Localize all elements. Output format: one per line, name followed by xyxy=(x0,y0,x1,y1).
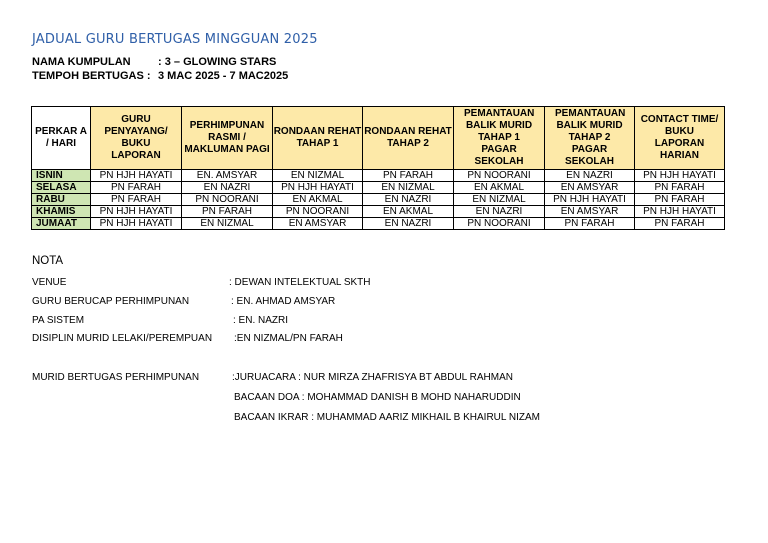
document-title: JADUAL GURU BERTUGAS MINGGUAN 2025 xyxy=(32,32,318,47)
table-cell: EN NAZRI xyxy=(363,194,454,206)
group-line xyxy=(32,56,276,68)
day-cell: RABU xyxy=(32,194,91,206)
table-cell: PN NOORANI xyxy=(182,194,273,206)
table-row xyxy=(32,194,725,206)
header-row xyxy=(32,107,725,170)
duty-roster-table xyxy=(31,106,725,230)
table-cell: PN FARAH xyxy=(363,170,454,182)
table-cell: PN FARAH xyxy=(182,206,273,218)
table-cell: PN HJH HAYATI xyxy=(635,170,725,182)
note-value: BACAAN IKRAR : MUHAMMAD AARIZ MIKHAIL B KHAIRUL NIZAM xyxy=(234,412,540,423)
day-cell: SELASA xyxy=(32,182,91,194)
note-label: VENUE xyxy=(32,277,67,288)
table-cell: PN FARAH xyxy=(91,182,182,194)
table-cell: EN NIZMAL xyxy=(363,182,454,194)
header-cell: CONTACT TIME/ BUKU LAPORAN HARIAN xyxy=(635,107,725,170)
table-cell: PN HJH HAYATI xyxy=(91,170,182,182)
period-value: 3 MAC 2025 - 7 MAC2025 xyxy=(158,70,289,82)
period-label: TEMPOH BERTUGAS : xyxy=(32,70,151,82)
group-value: : 3 – GLOWING STARS xyxy=(158,56,277,68)
table-cell: PN HJH HAYATI xyxy=(91,218,182,230)
header-cell: RONDAAN REHAT TAHAP 2 xyxy=(363,107,454,170)
table-cell: EN. AMSYAR xyxy=(182,170,273,182)
table-cell: EN NIZMAL xyxy=(182,218,273,230)
table-cell: PN NOORANI xyxy=(454,170,545,182)
table-cell: EN NAZRI xyxy=(363,218,454,230)
table-row xyxy=(32,206,725,218)
table-cell: PN NOORANI xyxy=(273,206,363,218)
nota-heading: NOTA xyxy=(32,255,64,267)
table-cell: PN HJH HAYATI xyxy=(545,194,635,206)
table-cell: PN FARAH xyxy=(635,218,725,230)
table-cell: PN HJH HAYATI xyxy=(635,206,725,218)
group-label: NAMA KUMPULAN xyxy=(32,56,131,68)
header-cell: GURU PENYAYANG/ BUKU LAPORAN xyxy=(91,107,182,170)
table-cell: PN FARAH xyxy=(635,194,725,206)
day-cell: KHAMIS xyxy=(32,206,91,218)
note-value: : EN. NAZRI xyxy=(233,315,289,326)
note-label: GURU BERUCAP PERHIMPUNAN xyxy=(32,296,190,307)
header-cell: PERKAR A / HARI xyxy=(32,107,91,170)
note-value: :JURUACARA : NUR MIRZA ZHAFRISYA BT ABDUL RAHMAN xyxy=(232,372,513,383)
table-row xyxy=(32,218,725,230)
note-value: :EN NIZMAL/PN FARAH xyxy=(234,333,343,344)
period-line xyxy=(32,70,288,82)
table-cell: EN AKMAL xyxy=(273,194,363,206)
table-cell: EN NAZRI xyxy=(454,206,545,218)
table-cell: EN NIZMAL xyxy=(273,170,363,182)
table-cell: PN FARAH xyxy=(91,194,182,206)
table-cell: PN NOORANI xyxy=(454,218,545,230)
table-cell: EN NAZRI xyxy=(182,182,273,194)
table-row xyxy=(32,170,725,182)
table-cell: PN HJH HAYATI xyxy=(91,206,182,218)
day-cell: JUMAAT xyxy=(32,218,91,230)
table-cell: PN FARAH xyxy=(545,218,635,230)
header-cell: PERHIMPUNAN RASMI / MAKLUMAN PAGI xyxy=(182,107,273,170)
note-value: : DEWAN INTELEKTUAL SKTH xyxy=(229,277,371,288)
header-cell: RONDAAN REHAT TAHAP 1 xyxy=(273,107,363,170)
table-cell: EN NAZRI xyxy=(545,170,635,182)
note-label: DISIPLIN MURID LELAKI/PEREMPUAN xyxy=(32,333,213,344)
header-cell: PEMANTAUAN BALIK MURID TAHAP 1 PAGAR SEKOLAH xyxy=(454,107,545,170)
note-value: BACAAN DOA : MOHAMMAD DANISH B MOHD NAHARUDDIN xyxy=(234,392,521,403)
day-cell: ISNIN xyxy=(32,170,91,182)
note-label: PA SISTEM xyxy=(32,315,85,326)
table-row xyxy=(32,182,725,194)
table-cell: EN AMSYAR xyxy=(545,206,635,218)
table-cell: EN AKMAL xyxy=(454,182,545,194)
table-cell: EN AKMAL xyxy=(363,206,454,218)
table-cell: EN AMSYAR xyxy=(545,182,635,194)
table-cell: PN FARAH xyxy=(635,182,725,194)
note-value: : EN. AHMAD AMSYAR xyxy=(231,296,336,307)
table-cell: EN NIZMAL xyxy=(454,194,545,206)
table-cell: EN AMSYAR xyxy=(273,218,363,230)
header-cell: PEMANTAUAN BALIK MURID TAHAP 2 PAGAR SEKOLAH xyxy=(545,107,635,170)
note-label: MURID BERTUGAS PERHIMPUNAN xyxy=(32,372,200,383)
table-cell: PN HJH HAYATI xyxy=(273,182,363,194)
